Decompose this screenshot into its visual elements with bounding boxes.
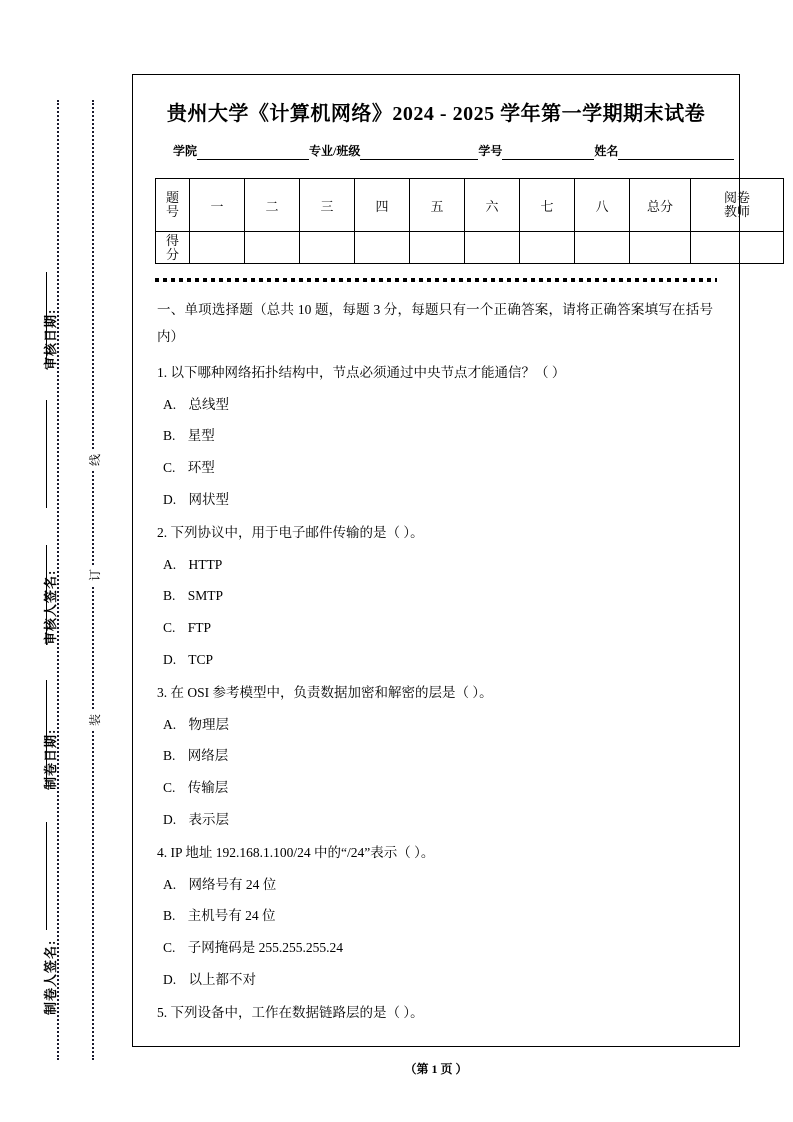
question-3-stem [157, 682, 713, 704]
question-2-option-c-text: FTP [187, 620, 212, 636]
fold-mark-bind: 订 [84, 565, 105, 585]
question-1-option-d-text: 网状型 [188, 491, 229, 507]
question-2-stem [157, 522, 713, 544]
question-1-text: 以下哪种网络拓扑结构中，节点必须通过中央节点才能通信？（ ） [170, 365, 566, 381]
question-1-number: 1. [157, 365, 168, 381]
score-table-question-label [156, 179, 190, 232]
question-4-option-a-text: 网络号有 24 位 [188, 876, 277, 892]
field-major-class [309, 142, 478, 160]
question-1-option-a-letter: A. [163, 396, 177, 412]
question-label-line2: 号 [165, 204, 179, 219]
question-4-option-b-text: 主机号有 24 位 [187, 908, 276, 924]
field-student-id [478, 142, 594, 160]
table-row-question-numbers [156, 179, 784, 232]
page-footer: （第 1 页 ） [404, 1062, 468, 1076]
question-3-text: 在 OSI 参考模型中，负责数据加密和解密的层是（ ）。 [170, 685, 493, 701]
margin-rule-segment-5 [46, 822, 47, 930]
question-2-number: 2. [157, 525, 168, 541]
question-3-option-d-text: 表示层 [188, 811, 229, 827]
exam-paper-box [132, 74, 750, 1047]
question-3-option-a-letter: A. [163, 716, 177, 732]
field-college-label: 学院 [173, 144, 198, 158]
score-table-score-label [156, 232, 190, 264]
question-1-option-d[interactable] [163, 489, 713, 511]
question-3-option-a-text: 物理层 [188, 716, 229, 732]
score-cell-8[interactable] [575, 232, 630, 264]
question-1-stem [157, 362, 713, 384]
question-2-option-b-text: SMTP [187, 588, 224, 604]
question-2-option-d-text: TCP [188, 651, 214, 667]
score-cell-3[interactable] [300, 232, 355, 264]
field-major-class-input[interactable] [360, 145, 478, 160]
field-name [594, 142, 734, 160]
question-4-text: IP 地址 192.168.1.100/24 中的“/24”表示（ ）。 [170, 845, 435, 861]
score-table-col-6: 六 [465, 179, 520, 232]
score-cell-4[interactable] [355, 232, 410, 264]
question-2-option-b-letter: B. [163, 588, 176, 604]
question-5-number: 5. [157, 1005, 168, 1021]
margin-label-print-date: 制卷日期: [43, 728, 58, 790]
question-4-option-d-letter: D. [163, 971, 177, 987]
question-4-option-c-letter: C. [163, 939, 176, 955]
score-cell-6[interactable] [465, 232, 520, 264]
question-3-option-b-letter: B. [163, 748, 176, 764]
student-info-row [155, 142, 717, 160]
question-4-option-d[interactable] [163, 969, 713, 991]
table-row-scores [156, 232, 784, 264]
question-1-option-b-text: 星型 [187, 428, 215, 444]
binding-margin [0, 0, 132, 1122]
field-name-label: 姓名 [594, 144, 619, 158]
score-cell-grader[interactable] [691, 232, 784, 264]
score-table-col-3: 三 [300, 179, 355, 232]
question-4-option-a[interactable] [163, 874, 713, 896]
score-cell-2[interactable] [245, 232, 300, 264]
question-1-option-b[interactable] [163, 425, 713, 447]
question-4-option-d-text: 以上都不对 [188, 971, 256, 987]
question-3-option-b-text: 网络层 [187, 748, 229, 764]
score-table-grader-label [691, 179, 784, 232]
margin-label-printer-signature: 制卷人签名: [43, 939, 58, 1015]
margin-label-review-date: 审核日期: [43, 308, 58, 370]
field-student-id-label: 学号 [478, 144, 503, 158]
question-1-option-c-text: 环型 [187, 460, 215, 476]
question-2-option-c[interactable] [163, 617, 713, 639]
question-4-option-c[interactable] [163, 937, 713, 959]
margin-label-reviewer-signature: 审核人签名: [43, 569, 58, 645]
score-label-line1: 得 [165, 233, 179, 248]
score-table-col-2: 二 [245, 179, 300, 232]
field-student-id-input[interactable] [502, 145, 594, 160]
question-1-option-b-letter: B. [163, 428, 176, 444]
question-4-option-c-text: 子网掩码是 255.255.255.24 [187, 939, 344, 955]
score-cell-5[interactable] [410, 232, 465, 264]
question-4-stem [157, 842, 713, 864]
margin-rule-segment-2 [46, 400, 47, 508]
fold-mark-assemble: 装 [84, 710, 105, 730]
question-3-option-c-letter: C. [163, 780, 176, 795]
score-table-col-1: 一 [190, 179, 245, 232]
question-3-option-c-text: 传输层 [187, 780, 229, 795]
field-name-input[interactable] [618, 145, 734, 160]
score-cell-1[interactable] [190, 232, 245, 264]
question-1-option-d-letter: D. [163, 491, 177, 507]
question-5-stem [157, 1002, 713, 1024]
question-2-option-a[interactable] [163, 554, 713, 576]
question-2-option-d-letter: D. [163, 651, 177, 667]
fold-mark-line: 线 [84, 450, 105, 470]
question-2-option-d[interactable] [163, 649, 713, 671]
question-2-option-b[interactable] [163, 585, 713, 607]
question-3-option-d-letter: D. [163, 811, 177, 827]
question-2-option-a-letter: A. [163, 556, 177, 572]
question-label-line1: 题 [165, 190, 179, 206]
score-table [155, 178, 784, 264]
score-table-total-label: 总分 [630, 179, 691, 232]
question-1-option-c[interactable] [163, 457, 713, 479]
question-4-number: 4. [157, 845, 168, 861]
question-3-option-a[interactable] [163, 714, 713, 736]
section-divider [155, 278, 717, 282]
question-4-option-b-letter: B. [163, 908, 176, 924]
score-cell-total[interactable] [630, 232, 691, 264]
question-3-number: 3. [157, 685, 168, 701]
score-table-col-7: 七 [520, 179, 575, 232]
question-3-option-c[interactable] [163, 777, 713, 799]
question-2-option-a-text: HTTP [188, 556, 223, 572]
question-5-text: 下列设备中，工作在数据链路层的是（ ）。 [170, 1005, 424, 1021]
field-major-class-label: 专业/班级 [309, 144, 361, 158]
score-table-col-4: 四 [355, 179, 410, 232]
score-cell-7[interactable] [520, 232, 575, 264]
question-3-option-b[interactable] [163, 745, 713, 767]
score-table-col-5: 五 [410, 179, 465, 232]
question-1-option-a[interactable] [163, 394, 713, 416]
section-heading-multiple-choice: 一、单项选择题（总共 10 题，每题 3 分，每题只有一个正确答案，请将正确答案填写在括号内） [157, 302, 713, 345]
score-table-col-8: 八 [575, 179, 630, 232]
field-college [173, 142, 309, 160]
grader-label-line2: 教师 [723, 204, 750, 219]
field-college-input[interactable] [197, 145, 309, 160]
question-4-option-a-letter: A. [163, 876, 177, 892]
score-label-line2: 分 [165, 246, 179, 262]
question-2-text: 下列协议中，用于电子邮件传输的是（ ）。 [170, 525, 424, 541]
question-4-option-b[interactable] [163, 905, 713, 927]
grader-label-line1: 阅卷 [723, 190, 750, 206]
question-1-option-a-text: 总线型 [188, 396, 229, 412]
question-1-option-c-letter: C. [163, 460, 176, 476]
question-3-option-d[interactable] [163, 809, 713, 831]
question-body [155, 296, 717, 1023]
question-2-option-c-letter: C. [163, 620, 176, 636]
page-title: 贵州大学《计算机网络》2024 - 2025 学年第一学期期末试卷 [166, 103, 706, 125]
